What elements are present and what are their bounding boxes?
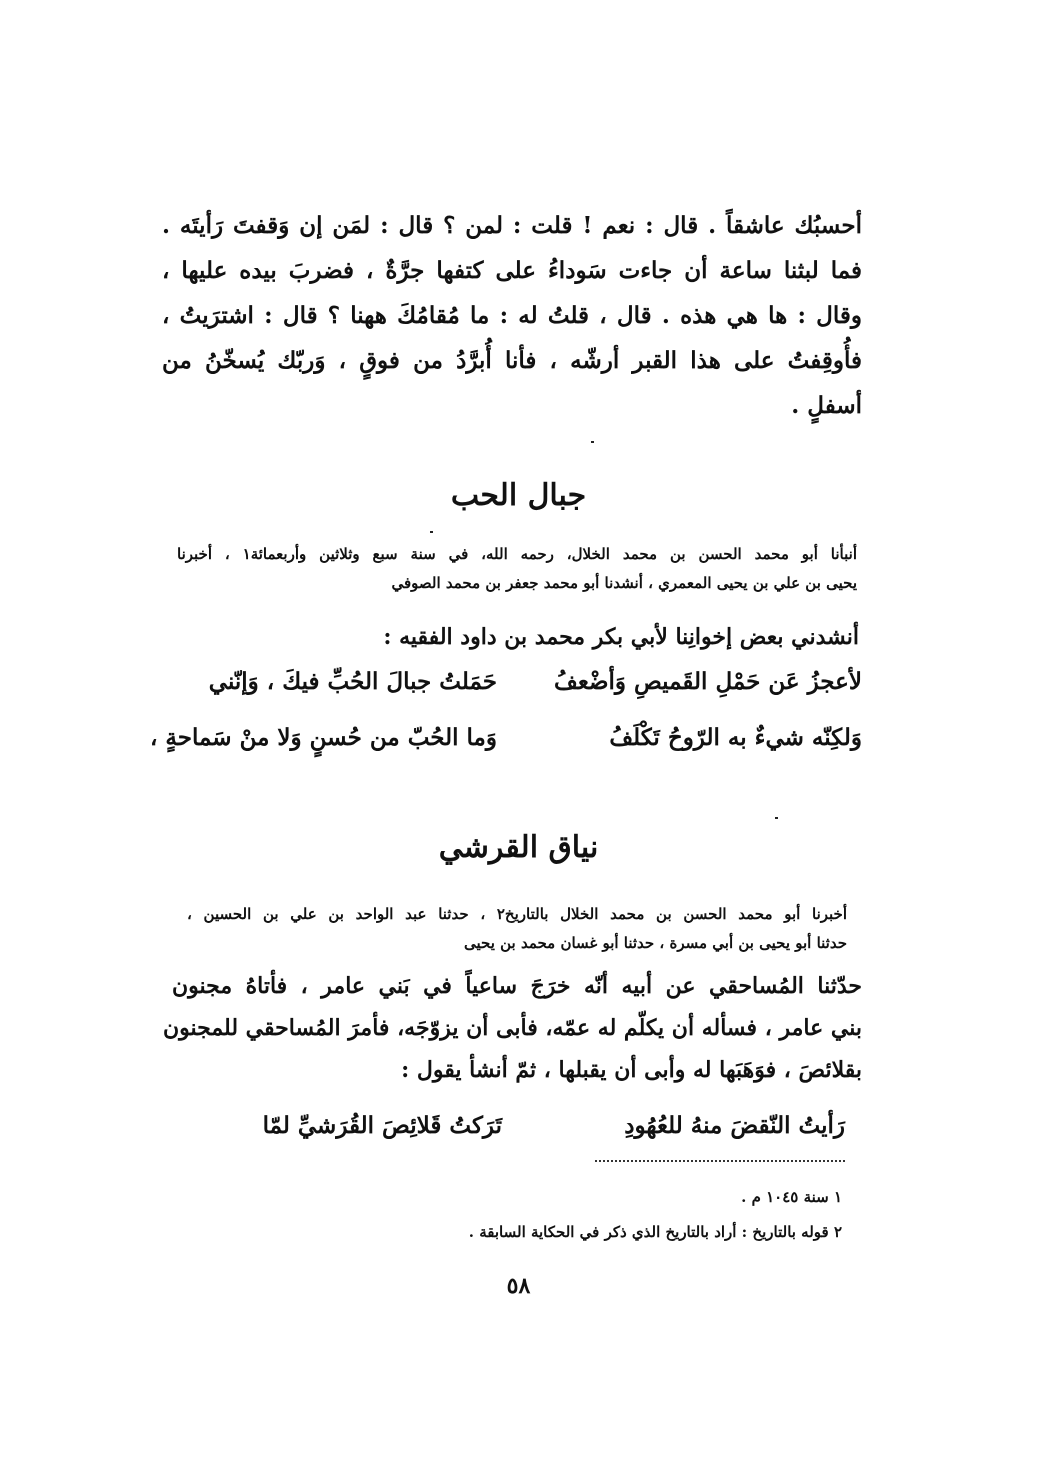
verse-hemistich-second: لأعجزُ عَن حَمْلِ القَميصِ وَأضْعفُ [554, 668, 862, 695]
page-number: ٥٨ [506, 1273, 531, 1299]
intro-line: أسفلٍ . [791, 392, 862, 419]
footnote-separator [595, 1160, 845, 1164]
isnad-line: أخبرنا أبو محمد الحسن بن محمد الخلال بالتاريخ٢ ، حدثنا عبد الواحد بن علي بن الحسين ، [187, 905, 847, 923]
section-title: نياق القرشي [438, 830, 599, 865]
narrative-line: حدّثنا المُساحقي عن أبيه أنّه خرَجَ ساعياً في بَني عامر ، فأتاهُ مجنون [172, 973, 862, 999]
footnote: ١ سنة ١٠٤٥ م . [741, 1188, 842, 1206]
narrative-line: بني عامر ، فسأله أن يكلّم له عمّه، فأبى أن يزوّجَه، فأمرَ المُساحقي للمجنون [162, 1015, 862, 1041]
intro-line: وقال : ها هي هذه . قال ، قلتُ له : ما مُقامُكَ ههنا ؟ قال : اشترَيتُ ، [162, 302, 862, 329]
ink-speck [775, 817, 778, 819]
verse-hemistich-first: حَمَلتُ جبالَ الحُبِّ فيكَ ، وَإنّني [208, 668, 497, 695]
verse-line [0, 1112, 1037, 1152]
isnad-block [177, 540, 857, 598]
section-title: جبال الحب [450, 478, 587, 513]
verse-hemistich-first: تَرَكتُ قَلائِصَ القُرَشيِّ لمّا [262, 1112, 502, 1139]
verse-line [0, 668, 1037, 708]
footnote: ٢ قوله بالتاريخ : أراد بالتاريخ الذي ذكر في الحكاية السابقة . [468, 1223, 842, 1241]
intro-line: فما لبثنا ساعة أن جاءت سَوداءُ على كتفها جرَّةٌ ، فضربَ بيده عليها ، [162, 257, 862, 284]
verse-line [0, 724, 1037, 764]
isnad-line: أنبأنا أبو محمد الحسن بن محمد الخلال، رحمه الله، في سنة سبع وثلاثين وأربعمائة١ ، أخبرنا [177, 545, 857, 563]
ink-speck [591, 441, 594, 443]
isnad-block [187, 900, 847, 958]
intro-line: فأُوقِفتُ على هذا القبر أرشّه ، فأنا أُبرَّدُ من فوقٍ ، وَربّك يُسخّنُ من [162, 347, 862, 374]
verse-hemistich-first: وَما الحُبّ من حُسنٍ وَلا منْ سَماحةٍ ، [150, 724, 497, 751]
verse-hemistich-second: وَلكِنّه شيءٌ به الرّوحُ تَكْلَفُ [609, 724, 862, 751]
intro-paragraph [162, 203, 862, 428]
verse-hemistich-second: رَأيتُ النّقضَ منهُ للعُهُودِ [624, 1112, 845, 1139]
verse-intro: أنشدني بعض إخوانِنا لأبي بكر محمد بن داود الفقيه : [383, 624, 859, 650]
ink-speck [430, 531, 433, 533]
narrative-paragraph [162, 965, 862, 1091]
isnad-line: يحيى بن علي بن يحيى المعمري ، أنشدنا أبو محمد جعفر بن محمد الصوفي [391, 574, 857, 592]
isnad-line: حدثنا أبو يحيى بن أبي مسرة ، حدثنا أبو غسان محمد بن يحيى [464, 934, 847, 952]
narrative-line: بقلائصَ ، فوَهَبَها له وأبى أن يقبلها ، ثمّ أنشأ يقول : [401, 1057, 862, 1083]
intro-line: أحسبُك عاشقاً . قال : نعم ! قلت : لمن ؟ قال : لمَن إن وَقفتَ رَأيتَه . [162, 212, 862, 239]
